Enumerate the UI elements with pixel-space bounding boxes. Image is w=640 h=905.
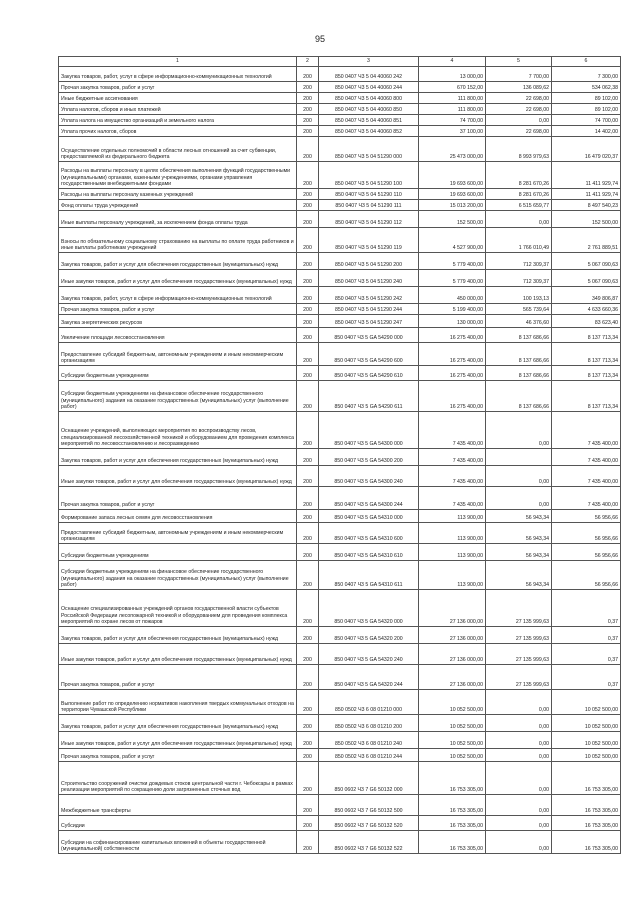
- row-value-cell: 200: [297, 381, 319, 412]
- table-row: [59, 816, 621, 831]
- table-row: [59, 189, 621, 200]
- table-row: [59, 104, 621, 115]
- row-value-cell: 200: [297, 304, 319, 315]
- table-row: [59, 762, 621, 795]
- row-value-cell: 850 0602 Ч3 7 G6 50132 520: [319, 816, 419, 831]
- row-value-cell: 850 0407 Ч3 5 GA 54300 244: [319, 487, 419, 510]
- row-value-cell: 8 281 670,26: [486, 162, 552, 189]
- row-value-cell: 200: [297, 162, 319, 189]
- row-value-cell: 850 0407 Ч3 5 04 40060 800: [319, 93, 419, 104]
- row-value-cell: 200: [297, 590, 319, 627]
- table-row: [59, 82, 621, 93]
- row-value-cell: 16 275 400,00: [419, 328, 486, 343]
- row-name-cell: Межбюджетные трансферты: [59, 795, 297, 816]
- row-value-cell: 7 435 400,00: [419, 449, 486, 466]
- table-row: [59, 270, 621, 287]
- table-row: [59, 644, 621, 665]
- row-name-cell: Субсидии бюджетным учреждениям на финансовое обеспечение государственного (муниципального) задания на оказание государственных (муниципальных) услуг (выполнение работ): [59, 381, 297, 412]
- row-value-cell: 83 623,40: [552, 315, 621, 328]
- row-value-cell: 7 435 400,00: [552, 466, 621, 487]
- row-value-cell: 15 013 200,00: [419, 200, 486, 211]
- row-value-cell: 850 0407 Ч3 5 04 51290 200: [319, 253, 419, 270]
- table-row: [59, 366, 621, 381]
- row-value-cell: 0,00: [486, 749, 552, 762]
- row-name-cell: Иные закупки товаров, работ и услуг для обеспечения государственных (муниципальных) нужд: [59, 732, 297, 749]
- table-row: [59, 523, 621, 544]
- row-value-cell: 8 137 713,34: [552, 328, 621, 343]
- row-name-cell: Иные выплаты персоналу учреждений, за исключением фонда оплаты труда: [59, 211, 297, 228]
- page-number: 95: [314, 34, 325, 44]
- row-value-cell: 200: [297, 510, 319, 523]
- row-name-cell: Уплата прочих налогов, сборов: [59, 126, 297, 137]
- row-value-cell: 8 497 540,23: [552, 200, 621, 211]
- row-value-cell: 200: [297, 487, 319, 510]
- row-value-cell: 27 136 000,00: [419, 627, 486, 644]
- row-value-cell: 0,00: [486, 211, 552, 228]
- row-value-cell: 7 435 400,00: [419, 466, 486, 487]
- row-value-cell: 0,37: [552, 644, 621, 665]
- table-row: [59, 328, 621, 343]
- row-value-cell: 136 089,62: [486, 82, 552, 93]
- row-value-cell: 850 0407 Ч3 5 04 51290 110: [319, 189, 419, 200]
- row-name-cell: Уплата налога на имущество организаций и земельного налога: [59, 115, 297, 126]
- row-value-cell: 56 956,66: [552, 523, 621, 544]
- table-row: [59, 115, 621, 126]
- table-row: [59, 162, 621, 189]
- row-value-cell: 850 0407 Ч3 5 04 40060 244: [319, 82, 419, 93]
- row-value-cell: 22 698,00: [486, 126, 552, 137]
- row-value-cell: 27 136 000,00: [419, 590, 486, 627]
- row-value-cell: 7 435 400,00: [419, 487, 486, 510]
- row-value-cell: 200: [297, 115, 319, 126]
- row-name-cell: Прочая закупка товаров, работ и услуг: [59, 82, 297, 93]
- row-value-cell: 7 700,00: [486, 67, 552, 82]
- row-value-cell: 200: [297, 762, 319, 795]
- table-row: [59, 749, 621, 762]
- header-cell: 2: [297, 57, 319, 67]
- row-value-cell: 850 0407 Ч3 5 04 51290 111: [319, 200, 419, 211]
- row-value-cell: 111 800,00: [419, 93, 486, 104]
- row-value-cell: 8 137 713,34: [552, 343, 621, 366]
- row-value-cell: 7 300,00: [552, 67, 621, 82]
- table-row: [59, 200, 621, 211]
- table-row: [59, 561, 621, 590]
- row-value-cell: 850 0407 Ч3 5 04 51290 240: [319, 270, 419, 287]
- row-value-cell: 200: [297, 253, 319, 270]
- row-value-cell: 850 0602 Ч3 7 G6 50132 522: [319, 831, 419, 854]
- header-cell: 6: [552, 57, 621, 67]
- row-name-cell: Расходы на выплаты персоналу казенных учреждений: [59, 189, 297, 200]
- row-value-cell: 850 0407 Ч3 5 04 40060 852: [319, 126, 419, 137]
- row-value-cell: 565 739,64: [486, 304, 552, 315]
- table-row: [59, 732, 621, 749]
- row-value-cell: 200: [297, 67, 319, 82]
- row-value-cell: 100 193,13: [486, 287, 552, 304]
- row-name-cell: Закупка энергетических ресурсов: [59, 315, 297, 328]
- table-header-row: [59, 57, 621, 67]
- row-value-cell: 200: [297, 366, 319, 381]
- table-row: [59, 449, 621, 466]
- table-row: [59, 253, 621, 270]
- row-value-cell: 113 900,00: [419, 510, 486, 523]
- table-row: [59, 67, 621, 82]
- row-value-cell: 200: [297, 200, 319, 211]
- row-value-cell: 200: [297, 270, 319, 287]
- row-value-cell: 10 052 500,00: [552, 715, 621, 732]
- row-value-cell: 10 052 500,00: [552, 690, 621, 715]
- row-value-cell: 74 700,00: [552, 115, 621, 126]
- row-value-cell: 16 275 400,00: [419, 343, 486, 366]
- header-cell: 3: [319, 57, 419, 67]
- row-value-cell: 712 309,37: [486, 270, 552, 287]
- row-value-cell: 4 527 900,00: [419, 228, 486, 253]
- row-value-cell: 850 0407 Ч3 5 GA 54310 600: [319, 523, 419, 544]
- row-value-cell: 0,00: [486, 412, 552, 449]
- row-value-cell: 200: [297, 189, 319, 200]
- row-value-cell: 850 0502 Ч3 6 08 01210 240: [319, 732, 419, 749]
- row-name-cell: Субсидии бюджетным учреждениям на финансовое обеспечение государственного (муниципального) задания на оказание государственных (муниципальных) услуг (выполнение работ): [59, 561, 297, 590]
- row-name-cell: Прочая закупка товаров, работ и услуг: [59, 487, 297, 510]
- row-value-cell: 0,00: [486, 795, 552, 816]
- row-value-cell: 19 693 600,00: [419, 162, 486, 189]
- table-row: [59, 304, 621, 315]
- row-value-cell: 4 633 660,36: [552, 304, 621, 315]
- row-value-cell: 850 0407 Ч3 5 04 51290 000: [319, 137, 419, 162]
- row-value-cell: 5 779 400,00: [419, 253, 486, 270]
- row-value-cell: 10 052 500,00: [552, 732, 621, 749]
- row-value-cell: 200: [297, 795, 319, 816]
- row-value-cell: 7 435 400,00: [552, 412, 621, 449]
- row-value-cell: 850 0407 Ч3 5 GA 54290 600: [319, 343, 419, 366]
- row-value-cell: 200: [297, 690, 319, 715]
- row-value-cell: 16 753 305,00: [552, 831, 621, 854]
- row-value-cell: 8 137 686,66: [486, 381, 552, 412]
- row-value-cell: 712 309,37: [486, 253, 552, 270]
- row-value-cell: 7 435 400,00: [419, 412, 486, 449]
- row-value-cell: 200: [297, 343, 319, 366]
- row-value-cell: 152 500,00: [552, 211, 621, 228]
- row-value-cell: 16 479 020,37: [552, 137, 621, 162]
- row-value-cell: 200: [297, 82, 319, 93]
- row-value-cell: 0,37: [552, 627, 621, 644]
- row-value-cell: 349 806,87: [552, 287, 621, 304]
- row-value-cell: 850 0407 Ч3 5 GA 54310 611: [319, 561, 419, 590]
- row-value-cell: 200: [297, 228, 319, 253]
- row-value-cell: 7 435 400,00: [552, 487, 621, 510]
- row-value-cell: 27 135 999,63: [486, 590, 552, 627]
- row-value-cell: 19 693 600,00: [419, 189, 486, 200]
- row-value-cell: 111 800,00: [419, 104, 486, 115]
- row-value-cell: 850 0407 Ч3 5 04 51290 244: [319, 304, 419, 315]
- row-value-cell: 0,00: [486, 487, 552, 510]
- row-value-cell: 10 052 500,00: [552, 749, 621, 762]
- row-value-cell: 0,00: [486, 732, 552, 749]
- row-name-cell: Предоставление субсидий бюджетным, автономным учреждениям и иным некоммерческим организациям: [59, 343, 297, 366]
- row-name-cell: Закупка товаров, работ, услуг в сфере информационно-коммуникационных технологий: [59, 287, 297, 304]
- row-value-cell: 5 067 090,63: [552, 253, 621, 270]
- row-name-cell: Предоставление субсидий бюджетным, автономным учреждениям и иным некоммерческим организациям: [59, 523, 297, 544]
- row-value-cell: 16 275 400,00: [419, 366, 486, 381]
- row-value-cell: 0,00: [486, 115, 552, 126]
- row-value-cell: 200: [297, 93, 319, 104]
- table-row: [59, 627, 621, 644]
- row-name-cell: Оснащение специализированных учреждений органов государственной власти субъектов Российской Федерации лесопожарной техникой и оборудованием для проведения комплекса мероприятий по охране лесов от пожаров: [59, 590, 297, 627]
- row-name-cell: Закупка товаров, работ и услуг для обеспечения государственных (муниципальных) нужд: [59, 253, 297, 270]
- row-value-cell: 8 137 686,66: [486, 328, 552, 343]
- row-name-cell: Иные закупки товаров, работ и услуг для обеспечения государственных (муниципальных) нужд: [59, 466, 297, 487]
- header-cell: 1: [59, 57, 297, 67]
- row-name-cell: Осуществление отдельных полномочий в области лесных отношений за счет субвенции, предоставляемой из федерального бюджета: [59, 137, 297, 162]
- row-value-cell: 56 956,66: [552, 561, 621, 590]
- row-value-cell: 850 0407 Ч3 5 GA 54320 200: [319, 627, 419, 644]
- row-value-cell: 152 500,00: [419, 211, 486, 228]
- table-row: [59, 665, 621, 690]
- row-value-cell: 850 0407 Ч3 5 04 51290 100: [319, 162, 419, 189]
- row-value-cell: 8 137 686,66: [486, 366, 552, 381]
- row-value-cell: 850 0407 Ч3 5 04 51290 247: [319, 315, 419, 328]
- row-value-cell: 89 102,00: [552, 104, 621, 115]
- row-name-cell: Расходы на выплаты персоналу в целях обеспечения выполнения функций государственными (муниципальными) органами, казенными учреждениями, органами управления государственными внебюджетными фондами: [59, 162, 297, 189]
- row-value-cell: 850 0407 Ч3 5 GA 54290 610: [319, 366, 419, 381]
- row-name-cell: Иные бюджетные ассигнования: [59, 93, 297, 104]
- row-name-cell: Прочая закупка товаров, работ и услуг: [59, 665, 297, 690]
- table-row: [59, 590, 621, 627]
- row-value-cell: 8 137 686,66: [486, 343, 552, 366]
- row-value-cell: 22 698,00: [486, 93, 552, 104]
- row-name-cell: Субсидии: [59, 816, 297, 831]
- row-value-cell: 2 761 889,51: [552, 228, 621, 253]
- row-value-cell: 850 0407 Ч3 5 GA 54300 000: [319, 412, 419, 449]
- row-value-cell: 0,37: [552, 665, 621, 690]
- row-value-cell: 14 402,00: [552, 126, 621, 137]
- row-value-cell: 200: [297, 831, 319, 854]
- row-value-cell: 850 0602 Ч3 7 G6 50132 000: [319, 762, 419, 795]
- table-row: [59, 795, 621, 816]
- row-value-cell: 7 435 400,00: [552, 449, 621, 466]
- row-value-cell: 27 136 000,00: [419, 665, 486, 690]
- row-value-cell: 850 0602 Ч3 7 G6 50132 500: [319, 795, 419, 816]
- row-name-cell: Выполнение работ по определению нормативов накопления твердых коммунальных отходов на территории Чувашской Республики: [59, 690, 297, 715]
- table-row: [59, 315, 621, 328]
- row-value-cell: 8 281 670,26: [486, 189, 552, 200]
- row-value-cell: 200: [297, 544, 319, 561]
- table-row: [59, 381, 621, 412]
- row-name-cell: Увеличение площади лесовосстановления: [59, 328, 297, 343]
- row-name-cell: Субсидии на софинансирование капитальных вложений в объекты государственной (муниципальной) собственности: [59, 831, 297, 854]
- row-value-cell: 89 102,00: [552, 93, 621, 104]
- row-value-cell: 5 779 400,00: [419, 270, 486, 287]
- row-name-cell: Иные закупки товаров, работ и услуг для обеспечения государственных (муниципальных) нужд: [59, 270, 297, 287]
- row-value-cell: 10 052 500,00: [419, 749, 486, 762]
- row-value-cell: 0,37: [552, 590, 621, 627]
- row-value-cell: 27 136 000,00: [419, 644, 486, 665]
- row-name-cell: Оснащение учреждений, выполняющих мероприятия по воспроизводству лесов, специализированной лесохозяйственной техникой и оборудованием для проведения комплекса мероприятий по лесовосстановлению и лесоразведению: [59, 412, 297, 449]
- row-name-cell: Уплата налогов, сборов и иных платежей: [59, 104, 297, 115]
- row-value-cell: 450 000,00: [419, 287, 486, 304]
- row-value-cell: 6 515 659,77: [486, 200, 552, 211]
- row-value-cell: 16 275 400,00: [419, 381, 486, 412]
- row-value-cell: 0,00: [486, 762, 552, 795]
- row-name-cell: Формирование запаса лесных семян для лесовосстановления: [59, 510, 297, 523]
- row-value-cell: 850 0407 Ч3 5 04 40060 850: [319, 104, 419, 115]
- table-row: [59, 487, 621, 510]
- row-value-cell: 8 137 713,34: [552, 366, 621, 381]
- row-value-cell: 0,00: [486, 715, 552, 732]
- row-value-cell: 11 411 929,74: [552, 189, 621, 200]
- row-value-cell: 5 199 400,00: [419, 304, 486, 315]
- table-row: [59, 137, 621, 162]
- table-row: [59, 544, 621, 561]
- row-value-cell: 200: [297, 137, 319, 162]
- row-value-cell: 56 956,66: [552, 544, 621, 561]
- row-name-cell: Субсидии бюджетным учреждениям: [59, 366, 297, 381]
- table-row: [59, 412, 621, 449]
- row-value-cell: 0,00: [486, 816, 552, 831]
- row-value-cell: 8 137 713,34: [552, 381, 621, 412]
- row-value-cell: 200: [297, 412, 319, 449]
- row-value-cell: 5 067 090,63: [552, 270, 621, 287]
- row-value-cell: 10 052 500,00: [419, 715, 486, 732]
- row-value-cell: 850 0502 Ч3 6 08 01210 200: [319, 715, 419, 732]
- row-value-cell: 113 900,00: [419, 561, 486, 590]
- row-value-cell: 13 000,00: [419, 67, 486, 82]
- row-name-cell: Прочая закупка товаров, работ и услуг: [59, 304, 297, 315]
- row-value-cell: 850 0502 Ч3 6 08 01210 244: [319, 749, 419, 762]
- row-value-cell: 56 943,34: [486, 544, 552, 561]
- row-value-cell: 25 473 000,00: [419, 137, 486, 162]
- row-value-cell: 200: [297, 315, 319, 328]
- header-cell: 4: [419, 57, 486, 67]
- row-name-cell: Закупка товаров, работ, услуг в сфере информационно-коммуникационных технологий: [59, 67, 297, 82]
- row-value-cell: 16 753 305,00: [419, 795, 486, 816]
- row-value-cell: 56 943,34: [486, 510, 552, 523]
- row-value-cell: 850 0407 Ч3 5 04 51290 242: [319, 287, 419, 304]
- row-value-cell: 200: [297, 715, 319, 732]
- row-value-cell: 46 376,60: [486, 315, 552, 328]
- row-value-cell: 10 052 500,00: [419, 732, 486, 749]
- table-row: [59, 287, 621, 304]
- table-row: [59, 510, 621, 523]
- row-value-cell: 850 0407 Ч3 5 04 40060 242: [319, 67, 419, 82]
- row-value-cell: 850 0407 Ч3 5 GA 54290 000: [319, 328, 419, 343]
- row-value-cell: 37 100,00: [419, 126, 486, 137]
- row-name-cell: Закупка товаров, работ и услуг для обеспечения государственных (муниципальных) нужд: [59, 627, 297, 644]
- row-value-cell: 11 411 929,74: [552, 162, 621, 189]
- row-value-cell: 56 943,34: [486, 523, 552, 544]
- row-value-cell: 200: [297, 328, 319, 343]
- row-name-cell: Строительство сооружений очистки дождевых стоков центральной части г. Чебоксары в рамках реализации мероприятий по сокращению доли загрязненных сточных вод: [59, 762, 297, 795]
- row-value-cell: 10 052 500,00: [419, 690, 486, 715]
- row-name-cell: Прочая закупка товаров, работ и услуг: [59, 749, 297, 762]
- row-name-cell: Взносы по обязательному социальному страхованию на выплаты по оплате труда работников и иные выплаты работникам учреждений: [59, 228, 297, 253]
- row-value-cell: 0,00: [486, 466, 552, 487]
- row-value-cell: 200: [297, 749, 319, 762]
- header-cell: 5: [486, 57, 552, 67]
- row-value-cell: 850 0407 Ч3 5 GA 54320 244: [319, 665, 419, 690]
- row-value-cell: 200: [297, 561, 319, 590]
- row-value-cell: 850 0407 Ч3 5 GA 54290 611: [319, 381, 419, 412]
- table-row: [59, 93, 621, 104]
- row-value-cell: [486, 449, 552, 466]
- row-value-cell: 113 900,00: [419, 523, 486, 544]
- row-name-cell: Субсидии бюджетным учреждениям: [59, 544, 297, 561]
- table-row: [59, 715, 621, 732]
- row-value-cell: 1 766 010,49: [486, 228, 552, 253]
- table-row: [59, 831, 621, 854]
- row-value-cell: 200: [297, 126, 319, 137]
- row-value-cell: 200: [297, 665, 319, 690]
- row-value-cell: 27 135 999,63: [486, 644, 552, 665]
- row-value-cell: 16 753 305,00: [419, 831, 486, 854]
- row-value-cell: 16 753 305,00: [419, 762, 486, 795]
- row-value-cell: 850 0407 Ч3 5 GA 54310 610: [319, 544, 419, 561]
- row-value-cell: 56 956,66: [552, 510, 621, 523]
- row-value-cell: 200: [297, 449, 319, 466]
- row-value-cell: 200: [297, 644, 319, 665]
- row-value-cell: 850 0407 Ч3 5 04 51290 119: [319, 228, 419, 253]
- row-value-cell: 16 753 305,00: [552, 795, 621, 816]
- row-value-cell: 850 0407 Ч3 5 GA 54310 000: [319, 510, 419, 523]
- row-value-cell: 200: [297, 287, 319, 304]
- row-name-cell: Закупка товаров, работ и услуг для обеспечения государственных (муниципальных) нужд: [59, 715, 297, 732]
- table-row: [59, 466, 621, 487]
- row-value-cell: 74 700,00: [419, 115, 486, 126]
- row-value-cell: 200: [297, 104, 319, 115]
- row-value-cell: 8 993 979,63: [486, 137, 552, 162]
- row-value-cell: 200: [297, 732, 319, 749]
- row-value-cell: 200: [297, 523, 319, 544]
- row-name-cell: Закупка товаров, работ и услуг для обеспечения государственных (муниципальных) нужд: [59, 449, 297, 466]
- row-value-cell: 850 0407 Ч3 5 04 51290 112: [319, 211, 419, 228]
- row-value-cell: 130 000,00: [419, 315, 486, 328]
- row-value-cell: 534 062,38: [552, 82, 621, 93]
- row-value-cell: 22 698,00: [486, 104, 552, 115]
- row-name-cell: Фонд оплаты труда учреждений: [59, 200, 297, 211]
- row-value-cell: 16 753 305,00: [552, 816, 621, 831]
- row-value-cell: 200: [297, 466, 319, 487]
- row-value-cell: 200: [297, 627, 319, 644]
- row-value-cell: 850 0407 Ч3 5 GA 54320 240: [319, 644, 419, 665]
- row-value-cell: 670 152,00: [419, 82, 486, 93]
- row-value-cell: 16 753 305,00: [552, 762, 621, 795]
- row-value-cell: 113 900,00: [419, 544, 486, 561]
- row-value-cell: 850 0407 Ч3 5 GA 54320 000: [319, 590, 419, 627]
- row-value-cell: 56 943,34: [486, 561, 552, 590]
- row-value-cell: 850 0502 Ч3 6 08 01210 000: [319, 690, 419, 715]
- row-value-cell: 27 135 999,63: [486, 665, 552, 690]
- table-row: [59, 211, 621, 228]
- row-value-cell: 200: [297, 211, 319, 228]
- row-value-cell: 16 753 305,00: [419, 816, 486, 831]
- row-value-cell: 850 0407 Ч3 5 04 40060 851: [319, 115, 419, 126]
- table-row: [59, 228, 621, 253]
- row-value-cell: 850 0407 Ч3 5 GA 54300 200: [319, 449, 419, 466]
- row-value-cell: 0,00: [486, 831, 552, 854]
- row-name-cell: Иные закупки товаров, работ и услуг для обеспечения государственных (муниципальных) нужд: [59, 644, 297, 665]
- row-value-cell: 27 135 999,63: [486, 627, 552, 644]
- row-value-cell: 850 0407 Ч3 5 GA 54300 240: [319, 466, 419, 487]
- table-row: [59, 343, 621, 366]
- row-value-cell: 200: [297, 816, 319, 831]
- row-value-cell: 0,00: [486, 690, 552, 715]
- table-row: [59, 690, 621, 715]
- table-row: [59, 126, 621, 137]
- budget-table: [58, 56, 621, 854]
